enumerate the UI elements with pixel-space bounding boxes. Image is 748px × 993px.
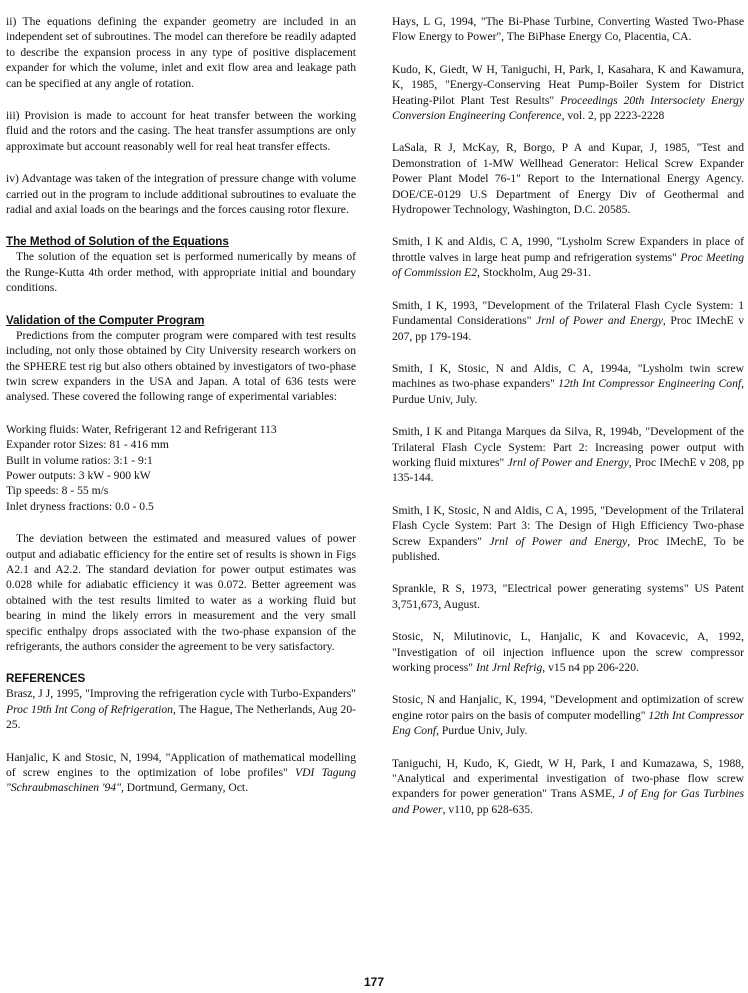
- reference-entry: Stosic, N and Hanjalic, K, 1994, "Development and optimization of screw engine rotor pairs on the basis of computer modelling" 12th Int Compressor Eng Conf, Purdue Univ, July.: [392, 693, 744, 738]
- reference-entry: Hanjalic, K and Stosic, N, 1994, "Application of mathematical modelling of screw engines to the optimization of lobe profiles" VDI Tagung "Schraubmaschinen '94", Dortmund, Germany, Oct.: [6, 750, 356, 795]
- variable-line: Working fluids: Water, Refrigerant 12 and Refrigerant 113: [6, 422, 277, 436]
- reference-entry: Kudo, K, Giedt, W H, Taniguchi, H, Park, I, Kasahara, K and Kawamura, K, 1985, "Energy-Conserving Heat Pump-Boiler System for District Heating-Pilot Plant Test Results" Proceedings 20th Intersociety Energy Conversion Engineering Conference, vol. 2, pp 2223-2228: [392, 62, 744, 123]
- method-heading: The Method of Solution of the Equations: [6, 235, 229, 249]
- variable-line: Tip speeds: 8 - 55 m/s: [6, 484, 109, 498]
- reference-entry: Taniguchi, H, Kudo, K, Giedt, W H, Park, I and Kumazawa, S, 1988, "Analytical and experimental investigation of two-phase flow screw expanders for power generation" Trans ASME, J of Eng for Gas Turbines and Power, v110, pp 628-635.: [392, 756, 744, 816]
- reference-entry: Smith, I K, Stosic, N and Aldis, C A, 1995, "Development of the Trilateral Flash Cycle System: Part 3: The Design of High Efficiency Two-phase Screw Expanders" Jrnl of Power and Energy, Proc IMechE, To be published.: [392, 503, 744, 563]
- left-column: [6, 14, 356, 796]
- references-heading: REFERENCES: [6, 672, 86, 686]
- list-item-ii: ii) The equations defining the expander geometry are included in an independent set of subroutines. The model can therefore be readily adapted to describe the expansion process in any type of positive displacement expander for which the volume, inlet and exit flow area and leakage path can be specified at any angle of rotation.: [6, 15, 356, 90]
- variable-line: Inlet dryness fractions: 0.0 - 0.5: [6, 499, 154, 513]
- reference-entry: Smith, I K, 1993, "Development of the Trilateral Flash Cycle System: 1 Fundamental Considerations" Jrnl of Power and Energy, Proc IMechE v 207, pp 179-194.: [392, 298, 745, 343]
- reference-list-left: [6, 686, 356, 795]
- reference-entry: Stosic, N, Milutinovic, L, Hanjalic, K and Kovacevic, A, 1992, "Investigation of oil injection influence upon the screw compressor working process" Int Jrnl Refrig, v15 n4 pp 206-220.: [392, 630, 744, 674]
- variable-line: Built in volume ratios: 3:1 - 9:1: [6, 453, 153, 467]
- right-column: [392, 14, 744, 817]
- list-item-iv: iv) Advantage was taken of the integration of pressure change with volume carried out in the program to include additional subroutines to evaluate the radial and axial loads on the bearings and the forces causing rotor flexure.: [6, 172, 356, 217]
- list-item-iii: iii) Provision is made to account for heat transfer between the working fluid and the rotors and the casing. The heat transfer assumptions are only approximate but account reasonably well for real heat transfer effects.: [6, 109, 356, 153]
- reference-entry: Smith, I K and Pitanga Marques da Silva, R, 1994b, "Development of the Trilateral Flash Cycle System: Part 2: Increasing power output with working fluid mixtures" Jrnl of Power and Energy, Proc IMechE v 208, pp 135-144.: [392, 425, 745, 485]
- variable-line: Expander rotor Sizes: 81 - 416 mm: [6, 438, 169, 452]
- method-paragraph: The solution of the equation set is performed numerically by means of the Runge-Kutta 4th order method, with appropriate initial and boundary conditions.: [6, 250, 356, 295]
- variable-line: Power outputs: 3 kW - 900 kW: [6, 468, 151, 482]
- reference-entry: Smith, I K, Stosic, N and Aldis, C A, 1994a, "Lysholm twin screw machines as two-phase expanders" 12th Int Compressor Engineering Conf, Purdue Univ, July.: [392, 361, 744, 406]
- reference-entry: Hays, L G, 1994, "The Bi-Phase Turbine, Converting Wasted Two-Phase Flow Energy to Power", The BiPhase Energy Co, Placentia, CA.: [392, 15, 744, 44]
- reference-entry: LaSala, R J, McKay, R, Borgo, P A and Kupar, J, 1985, "Test and Demonstration of 1-MW Wellhead Generator: Helical Screw Expander Power Plant Model 76-1" Report to the International Energy Agency. DOE/CE-0129 U.S Department of Energy Div of Geothermal and Hydropower Technology, Washington, D.C. 20585.: [392, 141, 744, 217]
- page-number: 177: [363, 975, 385, 989]
- validation-paragraph: Predictions from the computer program were compared with test results including, not only those obtained by City University research workers on the SPHERE test rig but also others obtained by investigators of two-phase twin screw expanders in the USA and Japan. A total of 636 tests were analysed. These covered the following range of experimental variables:: [6, 328, 356, 404]
- validation-heading: Validation of the Computer Program: [6, 313, 205, 327]
- reference-entry: Smith, I K and Aldis, C A, 1990, "Lysholm Screw Expanders in place of throttle valves in large heat pump and refrigeration systems" Proc Meeting of Commission E2, Stockholm, Aug 29-31.: [392, 235, 744, 280]
- deviation-paragraph: The deviation between the estimated and measured values of power output and adiabatic efficiency for the entire set of results is shown in Figs A2.1 and A2.2. The standard deviation for power output estimates was 0.028 while for adiabatic efficiency it was 0.072. Better agreement was obtained with the test results limited to water as a working fluid but bearing in mind the likely errors in measurement and the very small specific enthalpy drops associated with the two-phase expansion of the refrigerants, the authors consider the agreement to be very satisfactory.: [6, 532, 356, 653]
- reference-entry: Brasz, J J, 1995, "Improving the refrigeration cycle with Turbo-Expanders" Proc 19th Int Cong of Refrigeration, The Hague, The Netherlands, Aug 20-25.: [6, 687, 356, 732]
- variables-list: [6, 422, 356, 514]
- reference-entry: Sprankle, R S, 1973, "Electrical power generating systems" US Patent 3,751,673, August.: [392, 582, 744, 611]
